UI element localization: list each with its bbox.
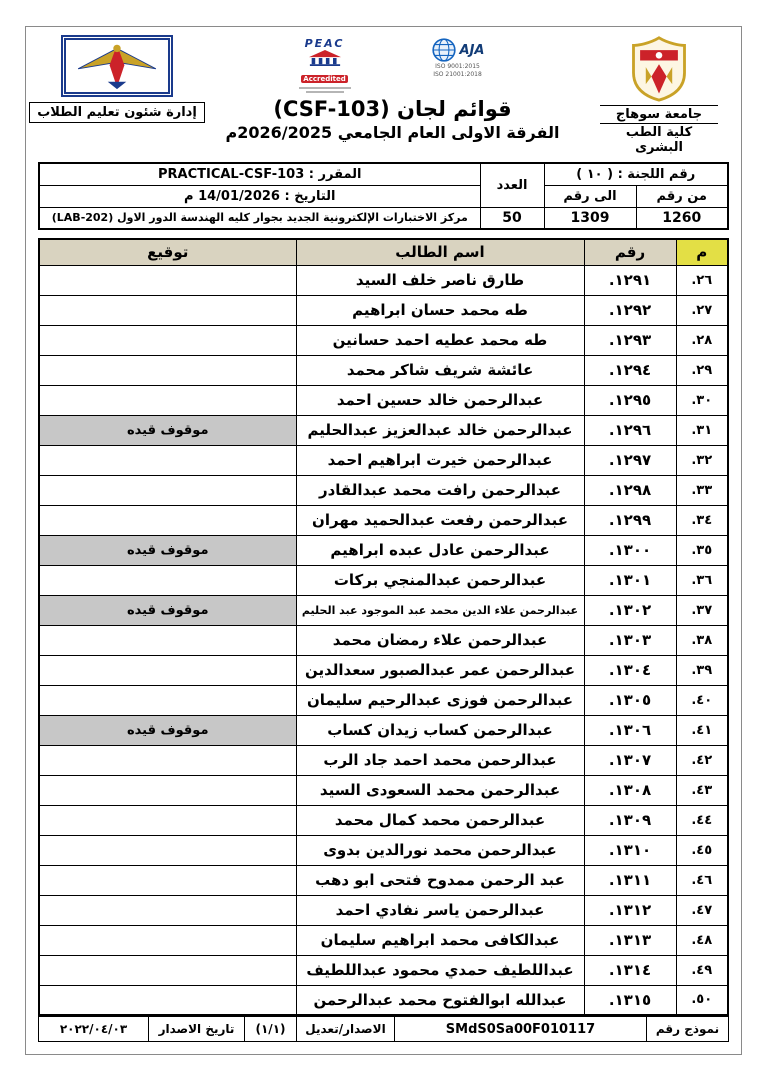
- row-id: ١٣٠٤.: [584, 655, 676, 685]
- row-serial: ٤٠.: [676, 685, 728, 715]
- table-row: [39, 505, 728, 535]
- university-name-line2: كلية الطب البشرى: [625, 125, 693, 155]
- row-serial: ٣٤.: [676, 505, 728, 535]
- row-serial: ٤٤.: [676, 805, 728, 835]
- form-footer: [38, 1016, 729, 1042]
- row-id: ١٣٠٥.: [584, 685, 676, 715]
- row-serial: ٤٧.: [676, 895, 728, 925]
- peac-accreditation-logo: [289, 37, 361, 93]
- university-name-line1: جامعة سوهاج: [600, 106, 718, 124]
- table-row: [39, 925, 728, 955]
- row-signature: [39, 865, 296, 895]
- fine-print-bar: [299, 87, 351, 89]
- row-id: ١٢٩٥.: [584, 385, 676, 415]
- page-subtitle: الفرقة الاولى العام الجامعي 2026/2025م: [225, 123, 560, 142]
- page-title: قوائم لجان (CSF-103): [273, 97, 512, 121]
- row-serial: ٣٧.: [676, 595, 728, 625]
- row-id: ١٣١٥.: [584, 985, 676, 1015]
- table-row: [39, 655, 728, 685]
- row-name: عبدالرحمن خيرت ابراهيم احمد: [296, 445, 584, 475]
- committee-number: رقم اللجنة : ( ١٠ ): [544, 163, 728, 185]
- row-name: عبد الرحمن ممدوح فتحى ابو دهب: [296, 865, 584, 895]
- form-number-label: نموذج رقم: [647, 1017, 729, 1042]
- row-signature: [39, 895, 296, 925]
- table-row: [39, 955, 728, 985]
- table-row: [39, 415, 728, 445]
- row-id: ١٣١٤.: [584, 955, 676, 985]
- row-id: ١٣٠٩.: [584, 805, 676, 835]
- row-id: ١٣١١.: [584, 865, 676, 895]
- university-block: [589, 35, 729, 156]
- row-id: ١٢٩٦.: [584, 415, 676, 445]
- row-name: عبدالرحمن علاء الدين محمد عبد الموجود عبد الحليم: [296, 595, 584, 625]
- header-id: رقم: [584, 239, 676, 265]
- row-name: طه محمد عطيه احمد حسانين: [296, 325, 584, 355]
- department-block: [38, 35, 196, 123]
- row-serial: ٥٠.: [676, 985, 728, 1015]
- fine-print-bar: [306, 91, 344, 93]
- revision-value: (١/١): [245, 1017, 297, 1042]
- student-table: [38, 238, 729, 1016]
- row-signature: [39, 745, 296, 775]
- row-signature: [39, 655, 296, 685]
- row-id: ١٢٩٣.: [584, 325, 676, 355]
- table-row: [39, 775, 728, 805]
- row-signature: [39, 445, 296, 475]
- row-serial: ٤٨.: [676, 925, 728, 955]
- row-serial: ٣٦.: [676, 565, 728, 595]
- university-name: [600, 105, 718, 156]
- row-name: عبدالله ابوالفتوح محمد عبدالرحمن: [296, 985, 584, 1015]
- table-row: [39, 355, 728, 385]
- row-signature: [39, 955, 296, 985]
- row-id: ١٢٩٩.: [584, 505, 676, 535]
- row-serial: ٢٧.: [676, 295, 728, 325]
- row-signature: [39, 295, 296, 325]
- row-signature: [39, 985, 296, 1015]
- issue-date-value: ٢٠٢٢/٠٤/٠٣: [39, 1017, 149, 1042]
- issue-date-label: تاريخ الاصدار: [149, 1017, 245, 1042]
- row-name: عبداللطيف حمدي محمود عبداللطيف: [296, 955, 584, 985]
- row-id: ١٢٩٤.: [584, 355, 676, 385]
- row-serial: ٤٩.: [676, 955, 728, 985]
- peac-wordmark: PEAC: [304, 37, 345, 50]
- row-id: ١٣٠٢.: [584, 595, 676, 625]
- row-name: عائشة شريف شاكر محمد: [296, 355, 584, 385]
- row-signature: [39, 685, 296, 715]
- accredited-banner: Accredited: [303, 75, 346, 83]
- row-serial: ٣٢.: [676, 445, 728, 475]
- table-row: [39, 325, 728, 355]
- row-id: ١٣٠٠.: [584, 535, 676, 565]
- document-header: [38, 35, 729, 156]
- row-signature: موقوف قيده: [39, 535, 296, 565]
- row-serial: ٢٩.: [676, 355, 728, 385]
- row-signature: [39, 775, 296, 805]
- row-serial: ٣١.: [676, 415, 728, 445]
- iso-certification-line: ISO 21001:2018: [433, 71, 482, 78]
- table-row: [39, 475, 728, 505]
- row-serial: ٢٨.: [676, 325, 728, 355]
- table-row: [39, 745, 728, 775]
- aja-certification-logo: [419, 37, 497, 79]
- row-signature: [39, 505, 296, 535]
- department-name: إدارة شئون تعليم الطلاب: [29, 102, 205, 123]
- row-signature: [39, 355, 296, 385]
- row-id: ١٣١٣.: [584, 925, 676, 955]
- row-serial: ٤١.: [676, 715, 728, 745]
- table-row: [39, 835, 728, 865]
- row-id: ١٣٠٨.: [584, 775, 676, 805]
- row-name: عبدالرحمن فوزى عبدالرحيم سليمان: [296, 685, 584, 715]
- date-value: 14/01/2026 م: [184, 188, 280, 204]
- table-row: [39, 895, 728, 925]
- table-row: [39, 565, 728, 595]
- row-signature: [39, 835, 296, 865]
- row-name: عبدالرحمن ياسر نفادي احمد: [296, 895, 584, 925]
- row-id: ١٣٠٦.: [584, 715, 676, 745]
- row-serial: ٣٣.: [676, 475, 728, 505]
- student-table-body: [39, 265, 728, 1015]
- row-name: عبدالكافى محمد ابراهيم سليمان: [296, 925, 584, 955]
- row-name: عبدالرحمن رفعت عبدالحميد مهران: [296, 505, 584, 535]
- table-row: [39, 865, 728, 895]
- to-number-label: الى رقم: [544, 185, 636, 207]
- sohag-university-logo-icon: [628, 35, 690, 103]
- course-label: المقرر :: [308, 166, 362, 182]
- course-value: PRACTICAL-CSF-103: [157, 166, 305, 182]
- count-label: العدد: [480, 163, 544, 207]
- header-signature: توقيع: [39, 239, 296, 265]
- row-id: ١٣٠٣.: [584, 625, 676, 655]
- row-serial: ٤٣.: [676, 775, 728, 805]
- accreditation-logos: [289, 37, 497, 93]
- row-id: ١٢٩٨.: [584, 475, 676, 505]
- row-id: ١٣٠١.: [584, 565, 676, 595]
- row-serial: ٤٦.: [676, 865, 728, 895]
- iso-certification-line: ISO 9001:2015: [435, 63, 480, 70]
- globe-icon: [431, 37, 457, 63]
- row-name: عبدالرحمن عمر عبدالصبور سعدالدين: [296, 655, 584, 685]
- aja-wordmark: AJA: [459, 42, 485, 58]
- row-name: عبدالرحمن محمد احمد جاد الرب: [296, 745, 584, 775]
- building-icon: [304, 50, 346, 66]
- date-label: التاريخ :: [284, 188, 336, 204]
- row-serial: ٤٢.: [676, 745, 728, 775]
- row-serial: ٣٩.: [676, 655, 728, 685]
- table-row: [39, 265, 728, 295]
- document-page: [25, 26, 742, 1055]
- table-row: [39, 715, 728, 745]
- row-id: ١٢٩٧.: [584, 445, 676, 475]
- row-serial: ٣٥.: [676, 535, 728, 565]
- course-cell: [39, 163, 480, 185]
- row-id: ١٣١٠.: [584, 835, 676, 865]
- row-name: عبدالرحمن خالد حسين احمد: [296, 385, 584, 415]
- row-signature: [39, 385, 296, 415]
- row-name: طارق ناصر خلف السيد: [296, 265, 584, 295]
- row-id: ١٣١٢.: [584, 895, 676, 925]
- row-signature: موقوف قيده: [39, 715, 296, 745]
- table-row: [39, 985, 728, 1015]
- table-row: [39, 805, 728, 835]
- row-name: عبدالرحمن علاء رمضان محمد: [296, 625, 584, 655]
- row-id: ١٢٩١.: [584, 265, 676, 295]
- to-number-value: 1309: [544, 207, 636, 229]
- row-serial: ٢٦.: [676, 265, 728, 295]
- exam-location: مركز الاختبارات الإلكترونية الجديد بجوار كليه الهندسة الدور الاول (LAB-202): [39, 207, 480, 229]
- date-cell: [39, 185, 480, 207]
- row-signature: موقوف قيده: [39, 595, 296, 625]
- header-serial: م: [676, 239, 728, 265]
- row-id: ١٢٩٢.: [584, 295, 676, 325]
- row-name: عبدالرحمن كساب زيدان كساب: [296, 715, 584, 745]
- table-row: [39, 625, 728, 655]
- row-name: عبدالرحمن محمد نورالدين بدوى: [296, 835, 584, 865]
- row-name: طه محمد حسان ابراهيم: [296, 295, 584, 325]
- from-number-value: 1260: [636, 207, 728, 229]
- exam-info-table: [38, 162, 729, 230]
- form-number-value: SMdS0Sa00F010117: [395, 1017, 647, 1042]
- row-name: عبدالرحمن محمد السعودى السيد: [296, 775, 584, 805]
- department-emblem-frame: [61, 35, 173, 97]
- row-name: عبدالرحمن عبدالمنجي بركات: [296, 565, 584, 595]
- row-serial: ٣٠.: [676, 385, 728, 415]
- row-name: عبدالرحمن خالد عبدالعزيز عبدالحليم: [296, 415, 584, 445]
- row-signature: [39, 565, 296, 595]
- row-signature: [39, 925, 296, 955]
- table-row: [39, 595, 728, 625]
- row-name: عبدالرحمن رافت محمد عبدالقادر: [296, 475, 584, 505]
- eagle-emblem-icon: [69, 41, 165, 91]
- count-value: 50: [480, 207, 544, 229]
- row-name: عبدالرحمن عادل عبده ابراهيم: [296, 535, 584, 565]
- revision-label: الاصدار/تعديل: [297, 1017, 395, 1042]
- student-table-header-row: [39, 239, 728, 265]
- row-signature: [39, 265, 296, 295]
- header-name: اسم الطالب: [296, 239, 584, 265]
- row-signature: [39, 805, 296, 835]
- row-signature: [39, 625, 296, 655]
- row-signature: [39, 475, 296, 505]
- table-row: [39, 685, 728, 715]
- row-id: ١٣٠٧.: [584, 745, 676, 775]
- from-number-label: من رقم: [636, 185, 728, 207]
- table-row: [39, 295, 728, 325]
- row-signature: [39, 325, 296, 355]
- table-row: [39, 385, 728, 415]
- header-center: [196, 35, 589, 142]
- table-row: [39, 535, 728, 565]
- table-row: [39, 445, 728, 475]
- row-serial: ٣٨.: [676, 625, 728, 655]
- row-name: عبدالرحمن محمد كمال محمد: [296, 805, 584, 835]
- row-signature: موقوف قيده: [39, 415, 296, 445]
- row-serial: ٤٥.: [676, 835, 728, 865]
